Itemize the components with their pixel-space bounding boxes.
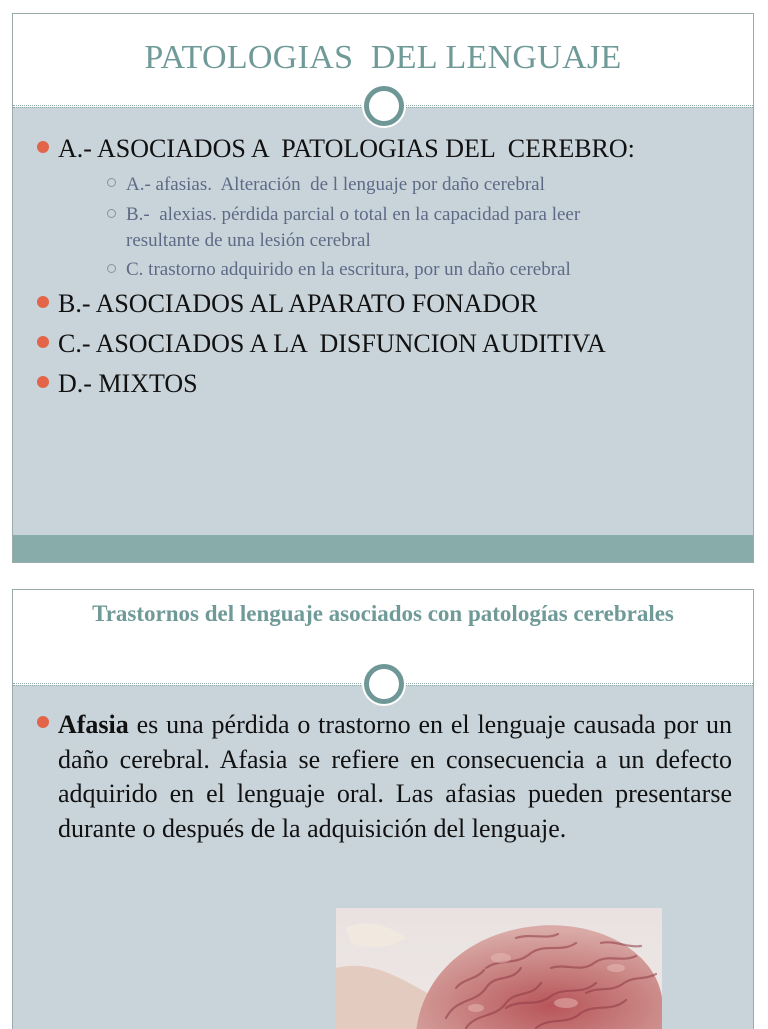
bullet-icon [37,141,49,153]
sub-bullet-icon [107,178,116,187]
bullet-icon [37,296,49,308]
sub-bullet-icon [107,264,116,273]
sub-item-afasias: A.- afasias. Alteración de l lenguaje por daño cerebral [126,174,545,195]
list-item-a: A.- ASOCIADOS A PATOLOGIAS DEL CEREBRO: [58,134,635,163]
sub-item-agrafia: C. trastorno adquirido en la escritura, por un daño cerebral [126,259,571,280]
list-item-b: B.- ASOCIADOS AL APARATO FONADOR [58,289,538,318]
ring-ornament-icon [364,664,404,704]
slide-2-title: Trastornos del lenguaje asociados con patologías cerebrales [92,601,674,626]
bullet-icon [37,336,49,348]
slide-2 [12,589,754,1029]
slide-footer-band [13,535,753,562]
slide-1-title: PATOLOGIAS DEL LENGUAJE [144,39,622,76]
brain-illustration-icon [336,908,662,1029]
afasia-definition: es una pérdida o trastorno en el lenguaje causada por un daño cerebral. Afasia se refiere en consecuencia a un defecto adquirido en el lenguaje oral. Las afasias pueden presentarse durante o después de la adquisición del lenguaje. [58,710,732,843]
slide-1 [12,13,754,563]
list-item-d: D.- MIXTOS [58,369,198,398]
bullet-icon [37,376,49,388]
sub-bullet-icon [107,209,116,218]
sub-item-alexias-continued: resultante de una lesión cerebral [126,230,371,251]
brain-image [336,908,662,1029]
bullet-icon [37,716,49,728]
afasia-term: Afasia [58,710,129,739]
afasia-paragraph [58,708,732,846]
list-item-c: C.- ASOCIADOS A LA DISFUNCION AUDITIVA [58,329,606,358]
ring-ornament-icon [364,86,404,126]
sub-item-alexias: B.- alexias. pérdida parcial o total en la capacidad para leer [126,204,581,225]
